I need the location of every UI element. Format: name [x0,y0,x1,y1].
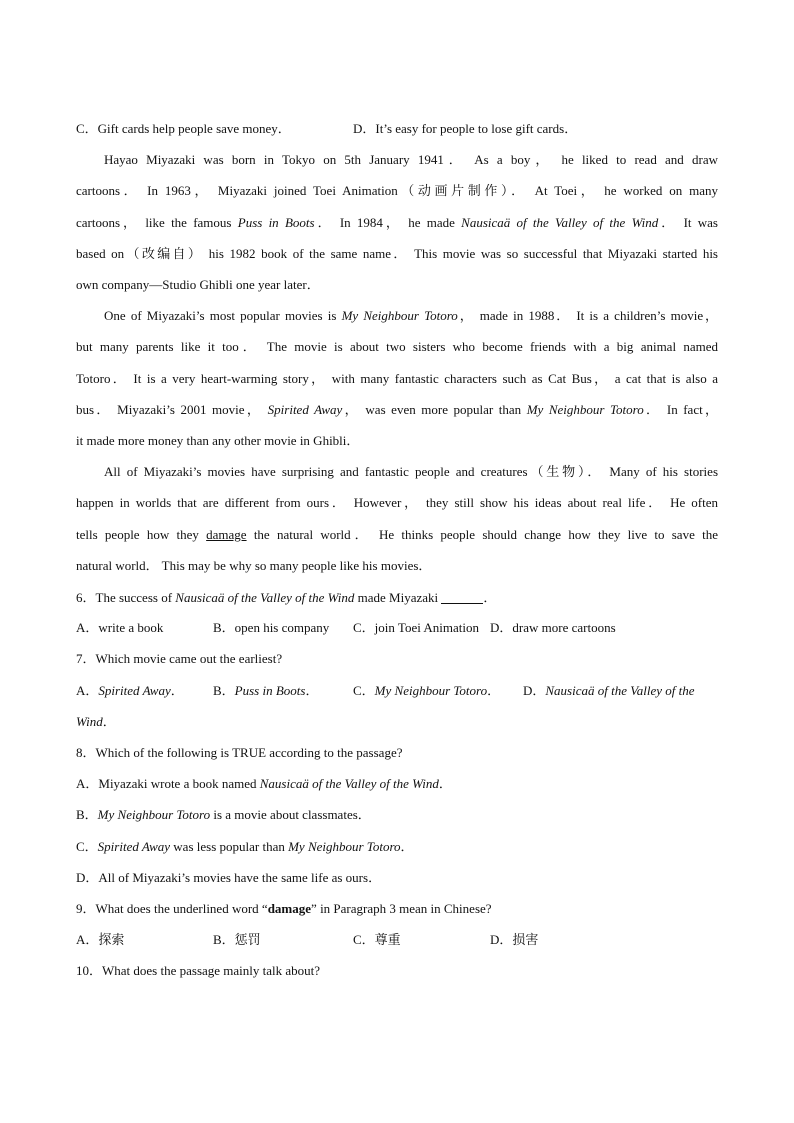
passage-line: All of Miyazaki’s movies have surprising and fantastic people and creatures（生物）． Many of his stories [104,464,718,479]
question-9-stem: 9．What does the underlined word “damage” in Paragraph 3 mean in Chinese? [76,901,492,916]
q9-option-a: A．探索 [76,932,125,947]
passage-line: cartoons． In 1963， Miyazaki joined Toei Animation（动画片制作）． At Toei， he worked on many [76,183,718,198]
q7-option-d-cont: Wind． [76,714,116,729]
q9-option-b: B．惩罚 [213,932,261,947]
prev-option-c: C．Gift cards help people save money． [76,121,291,136]
passage-line: but many parents like it too． The movie is about two sisters who become friends with a big animal named [76,339,718,354]
q8-option-b: B．My Neighbour Totoro is a movie about classmates． [76,807,371,822]
passage-line: happen in worlds that are different from ours． However， they still show his ideas about real life． He often [76,495,718,510]
q9-option-c: C．尊重 [353,932,401,947]
q7-option-d: D．Nausicaä of the Valley of the [523,683,695,698]
answer-blank [441,591,483,604]
q7-option-a: A．Spirited Away． [76,683,184,698]
passage-line: bus． Miyazaki’s 2001 movie， Spirited Away， was even more popular than My Neighbour Totoro． In fact， [76,402,719,417]
passage-line: own company—Studio Ghibli one year later． [76,277,320,292]
q9-option-d: D．损害 [490,932,539,947]
passage-line: Hayao Miyazaki was born in Tokyo on 5th January 1941． As a boy， he liked to read and draw [104,152,718,167]
passage-line: it made more money than any other movie in Ghibli． [76,433,360,448]
q8-option-d: D．All of Miyazaki’s movies have the same life as ours． [76,870,382,885]
passage-line: tells people how they damage the natural world． He thinks people should change how they live to save the [76,527,718,542]
underlined-word: damage [206,527,247,542]
passage-line: based on（改编自） his 1982 book of the same name． This movie was so successful that Miyazaki started his [76,246,718,261]
prev-option-d: D．It’s easy for people to lose gift cards． [353,121,578,136]
passage-line: Totoro． It is a very heart-warming story， with many fantastic characters such as Cat Bus， a cat that is also a [76,371,718,386]
q6-option-b: B．open his company [213,620,330,635]
q7-option-c: C．My Neighbour Totoro． [353,683,501,698]
question-8-stem: 8．Which of the following is TRUE according to the passage? [76,745,403,760]
question-10-stem: 10．What does the passage mainly talk about? [76,963,321,978]
q6-option-d: D．draw more cartoons [490,620,616,635]
passage-line: One of Miyazaki’s most popular movies is My Neighbour Totoro， made in 1988． It is a children’s movie， [104,308,718,323]
q8-option-c: C．Spirited Away was less popular than My Neighbour Totoro． [76,839,414,854]
question-7-stem: 7．Which movie came out the earliest? [76,651,283,666]
passage-line: cartoons， like the famous Puss in Boots． In 1984， he made Nausicaä of the Valley of the Wind． It was [76,215,718,230]
question-6-stem: 6．The success of Nausicaä of the Valley of the Wind made Miyazaki ． [76,590,497,605]
passage-line: natural world． This may be why so many people like his movies． [76,558,432,573]
q6-option-c: C．join Toei Animation [353,620,479,635]
q7-option-b: B．Puss in Boots． [213,683,319,698]
q8-option-a: A．Miyazaki wrote a book named Nausicaä of the Valley of the Wind． [76,776,452,791]
q6-option-a: A．write a book [76,620,164,635]
